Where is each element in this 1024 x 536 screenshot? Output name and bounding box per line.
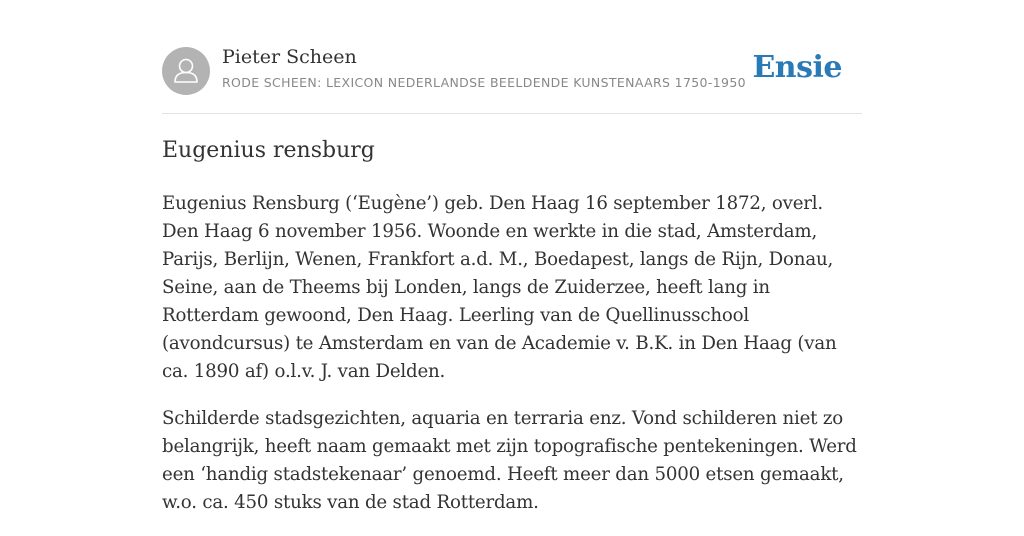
article-card xyxy=(162,0,862,512)
user-icon xyxy=(162,47,210,95)
author-name[interactable]: Pieter Scheen xyxy=(222,46,357,68)
ensie-logo[interactable]: Ensie xyxy=(752,50,842,85)
header-divider xyxy=(162,113,862,114)
source-title[interactable]: RODE SCHEEN: LEXICON NEDERLANDSE BEELDENDE KUNSTENAARS 1750-1950 xyxy=(222,75,746,90)
article-body xyxy=(162,190,862,536)
paragraph: Schilderde stadsgezichten, aquaria en terraria enz. Vond schilderen niet zo belangrijk, heeft naam gemaakt met zijn topografische pentekeningen. Werd een ‘handig stadstekenaar’ genoemd. Heeft meer dan 5000 etsen gemaakt, w.o. ca. 450 stuks van de stad Rotterdam. xyxy=(162,408,857,513)
avatar[interactable] xyxy=(162,47,210,95)
article-header xyxy=(162,44,862,100)
paragraph: Eugenius Rensburg (‘Eugène’) geb. Den Haag 16 september 1872, overl. Den Haag 6 november 1956. Woonde en werkte in die stad, Amsterdam, Parijs, Berlijn, Wenen, Frankfort a.d. M., Boedapest, langs de Rijn, Donau, Seine, aan de Theems bij Londen, langs de Zuiderzee, heeft lang in Rotterdam gewoond, Den Haag. Leerling van de Quellinusschool (avondcursus) te Amsterdam en van de Academie v. B.K. in Den Haag (van ca. 1890 af) o.l.v. J. van Delden. xyxy=(162,193,837,382)
article-title: Eugenius rensburg xyxy=(162,138,375,163)
